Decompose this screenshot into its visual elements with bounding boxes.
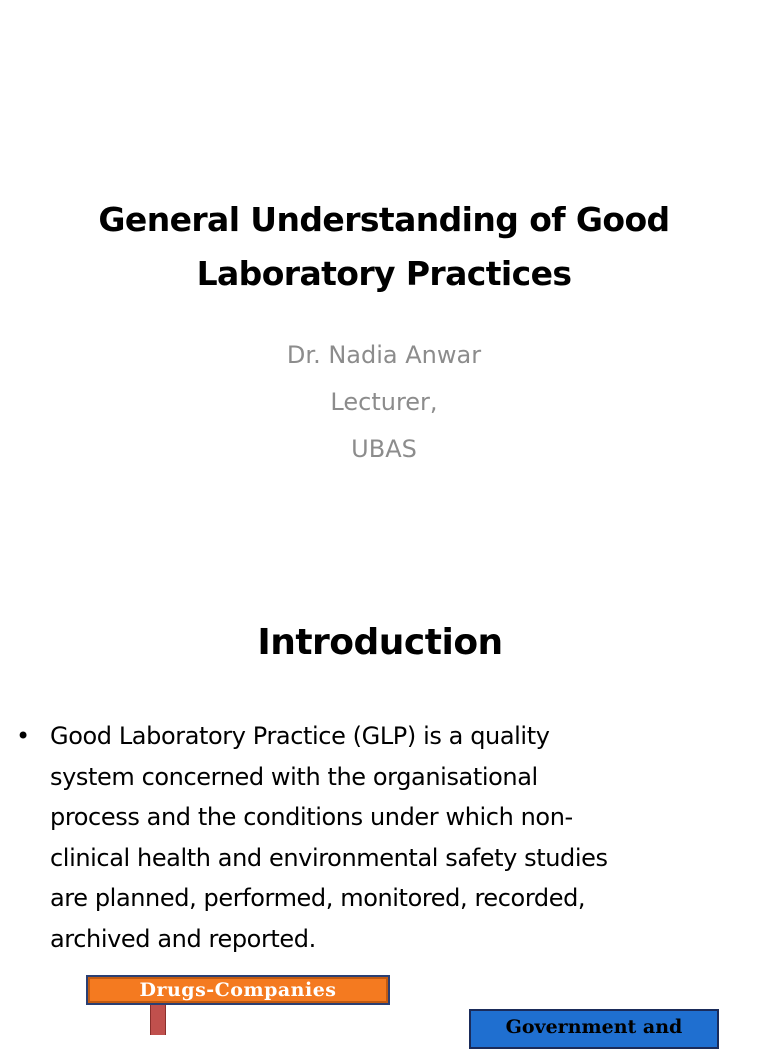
diagram-connector [150,1005,166,1035]
government-box: Government and [469,1009,719,1049]
bullet-line-5: are planned, performed, monitored, recorded, [50,884,586,912]
author-role: Lecturer, [330,388,438,416]
bullet-line-2: system concerned with the organisational [50,762,538,791]
drugs-companies-box: Drugs-Companies [86,975,390,1005]
bullet-line-3: process and the conditions under which non- [50,803,573,831]
bullet-list [16,716,736,959]
author-name: Dr. Nadia Anwar [286,341,482,369]
bullet-line-6: archived and reported. [50,924,316,953]
title-line-2: Laboratory Practices [196,254,572,293]
slide-subtitle [100,332,668,473]
slide-title [40,193,728,301]
title-line-1: General Understanding of Good [98,200,670,239]
bullet-item [16,716,736,959]
introduction-slide [0,576,768,1038]
bullet-line-4: clinical health and environmental safety studies [50,843,608,872]
bullet-text [50,716,736,959]
bullet-marker: • [16,722,30,750]
bullet-line-1: Good Laboratory Practice (GLP) is a quality [50,722,550,750]
introduction-heading: Introduction [257,622,503,663]
author-institution: UBAS [351,435,417,463]
